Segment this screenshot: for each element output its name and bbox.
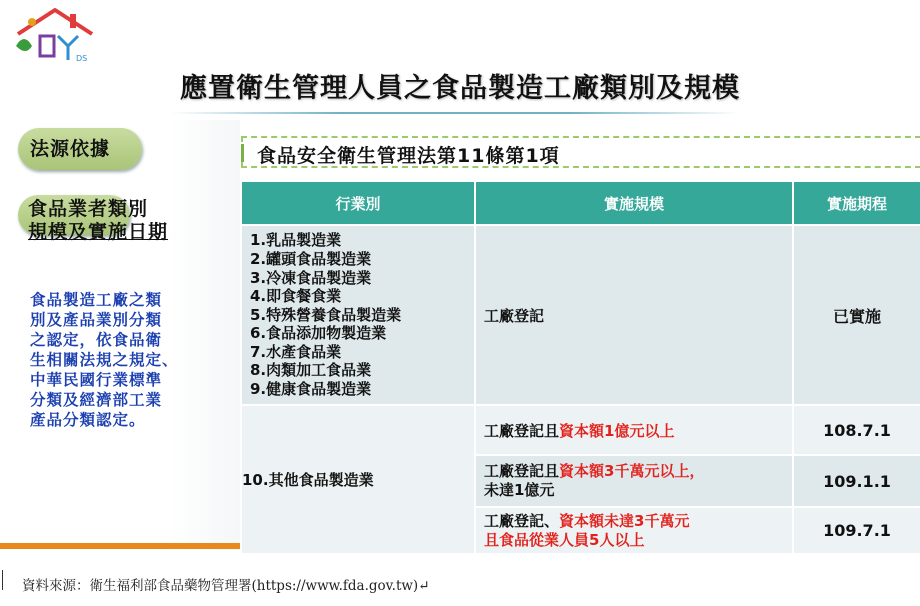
- industry-item: 1.乳品製造業: [250, 231, 342, 250]
- description-line: 之認定，依食品衛: [30, 331, 163, 349]
- industry-item: 4.即食餐食業: [250, 287, 342, 306]
- source-note: 資料來源：衛生福利部食品藥物管理署(https://www.fda.gov.tw)↵: [22, 578, 430, 594]
- classification-description: [30, 290, 230, 430]
- column-header: 實施規模: [475, 181, 793, 225]
- page-title: 應置衛生管理人員之食品製造工廠類別及規模: [180, 73, 740, 104]
- industry-cell: 10.其他食品製造業: [241, 405, 475, 554]
- scale-cell: [475, 405, 793, 455]
- industry-item: 6.食品添加物製造業: [250, 324, 387, 343]
- description-line: 產品分類認定。: [30, 411, 146, 429]
- scale-line: [484, 462, 792, 481]
- column-header: 實施期程: [793, 181, 920, 225]
- text-cursor: [2, 570, 3, 590]
- law-box-marker: [241, 144, 244, 162]
- law-reference: 食品安全衛生管理法第11條第1項: [257, 145, 560, 167]
- law-reference-box: [241, 136, 920, 168]
- period-cell: 108.7.1: [793, 405, 920, 455]
- scale-text: 工廠登記且: [484, 462, 560, 480]
- title-underline: [170, 112, 740, 114]
- scale-line: 且食品從業人員5人以上: [484, 530, 645, 549]
- category-label-line: 規模及實施日期: [28, 221, 169, 243]
- house-logo: [10, 6, 100, 66]
- category-label-line: 食品業者類別: [28, 198, 149, 220]
- scale-highlight: 資本額未達3千萬元: [559, 511, 690, 530]
- industry-item: 7.水產食品業: [250, 342, 342, 361]
- scale-cell: [475, 455, 793, 507]
- scale-text: 工廠登記且: [484, 421, 560, 440]
- legal-basis-label: 法源依據: [30, 138, 111, 160]
- table-row: [241, 225, 920, 405]
- scale-line: 未達1億元: [484, 481, 555, 499]
- period-cell: 109.7.1: [793, 507, 920, 554]
- description-line: 別及產品業別分類: [30, 311, 163, 329]
- scale-cell: 工廠登記: [475, 225, 793, 405]
- scale-highlight: 資本額1億元以上: [559, 421, 675, 440]
- industry-item: 3.冷凍食品製造業: [250, 268, 372, 287]
- table-row: [241, 405, 920, 455]
- column-header: 行業別: [241, 181, 475, 225]
- period-cell: 109.1.1: [793, 455, 920, 507]
- industry-item: 8.肉類加工食品業: [250, 361, 372, 380]
- factory-scale-table: [240, 180, 920, 555]
- industry-item: 2.罐頭食品製造業: [250, 249, 372, 268]
- category-label: [28, 198, 238, 244]
- scale-highlight: 資本額3千萬元以上，: [559, 462, 705, 480]
- description-line: 中華民國行業標準: [30, 371, 163, 389]
- period-cell: 已實施: [793, 225, 920, 405]
- table-header-row: [241, 181, 920, 225]
- scale-line: [484, 512, 792, 531]
- svg-text:DS: DS: [76, 54, 88, 63]
- industry-item: 9.健康食品製造業: [250, 380, 372, 399]
- description-line: 分類及經濟部工業: [30, 391, 163, 409]
- industry-item: 5.特殊營養食品製造業: [250, 305, 402, 324]
- orange-accent-bar: [0, 543, 240, 549]
- scale-text: 工廠登記、: [484, 511, 560, 530]
- description-line: 生相關法規之規定、: [30, 351, 179, 369]
- description-line: 食品製造工廠之類: [30, 291, 163, 309]
- scale-cell: [475, 507, 793, 554]
- industry-list: [241, 225, 475, 405]
